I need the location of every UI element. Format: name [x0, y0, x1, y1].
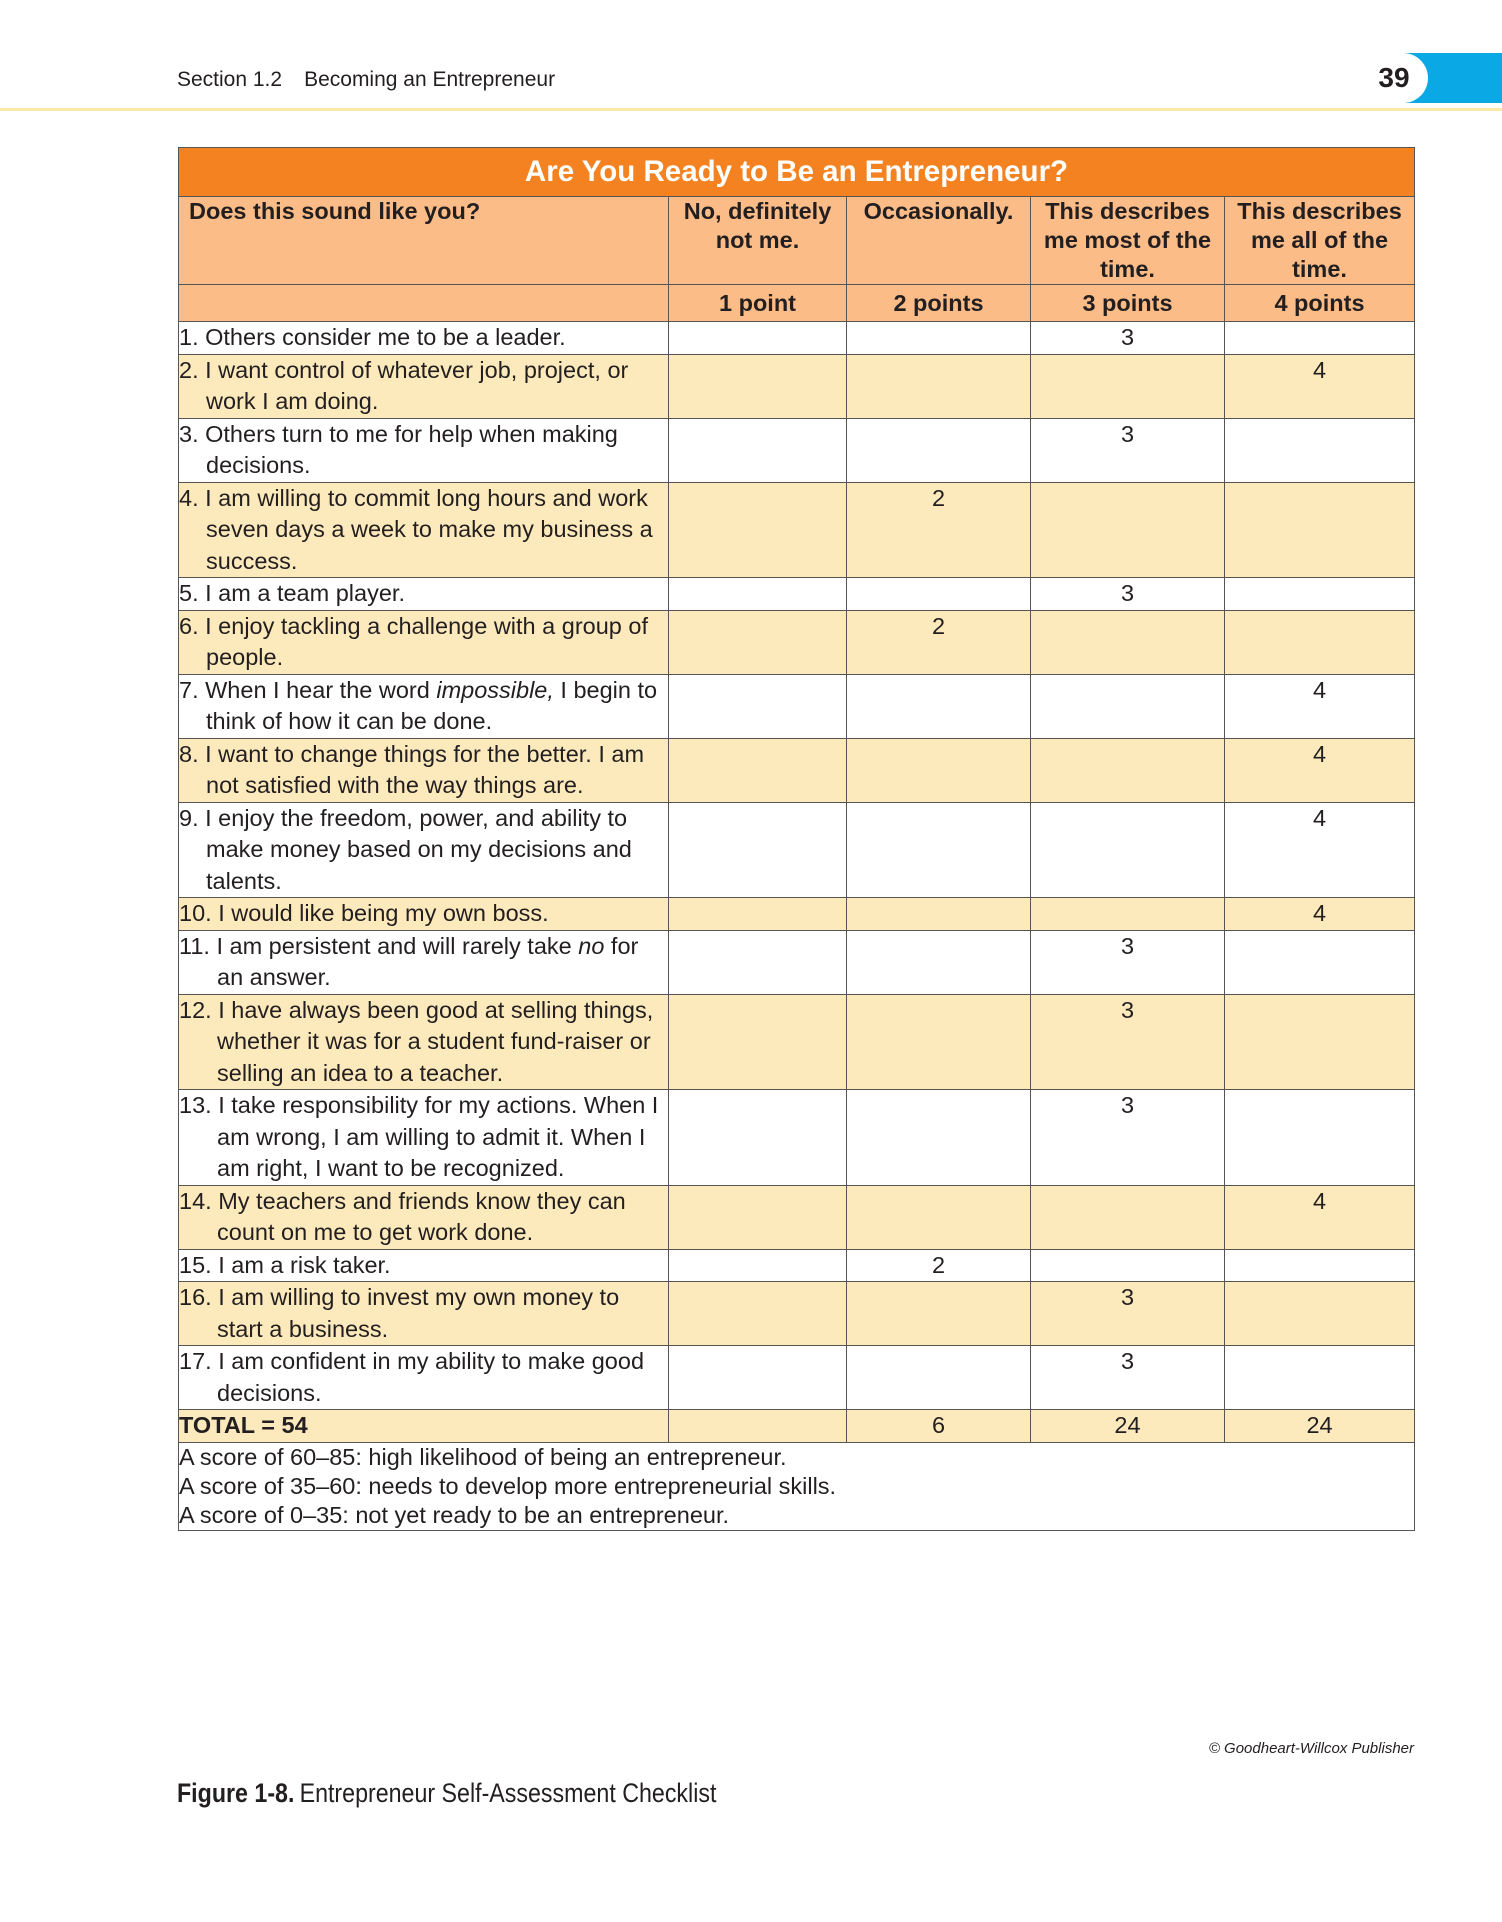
score-cell	[847, 930, 1031, 994]
table-row	[179, 1185, 1415, 1249]
row-statement: 2. I want control of whatever job, project, or work I am doing.	[179, 354, 669, 418]
score-cell: 3	[1031, 578, 1225, 611]
score-cell	[669, 738, 847, 802]
score-cell: 3	[1031, 1346, 1225, 1410]
score-cell	[669, 418, 847, 482]
total-row	[179, 1410, 1415, 1443]
score-cell	[1031, 482, 1225, 578]
row-statement: 10. I would like being my own boss.	[179, 898, 669, 931]
row-statement: 7. When I hear the word impossible, I begin to think of how it can be done.	[179, 674, 669, 738]
scale-row	[179, 1442, 1415, 1530]
scale-line: A score of 35–60: needs to develop more entrepreneurial skills.	[179, 1472, 837, 1499]
points-row-blank	[179, 285, 669, 322]
table-row	[179, 1282, 1415, 1346]
score-cell: 4	[1225, 674, 1415, 738]
row-statement: 9. I enjoy the freedom, power, and ability to make money based on my decisions and talents.	[179, 802, 669, 898]
score-cell	[1225, 994, 1415, 1090]
score-cell	[847, 994, 1031, 1090]
score-cell	[1225, 578, 1415, 611]
total-score-cell: 24	[1031, 1410, 1225, 1443]
score-cell: 3	[1031, 418, 1225, 482]
figure-caption	[177, 1778, 716, 1809]
score-cell	[669, 1185, 847, 1249]
table-row	[179, 482, 1415, 578]
table-row	[179, 802, 1415, 898]
publisher-credit: © Goodheart-Willcox Publisher	[1208, 1740, 1414, 1757]
running-head	[177, 68, 555, 92]
figure-title: Entrepreneur Self-Assessment Checklist	[299, 1778, 717, 1808]
score-cell	[1031, 1185, 1225, 1249]
row-statement: 11. I am persistent and will rarely take no for an answer.	[179, 930, 669, 994]
points-label-4: 4 points	[1225, 285, 1415, 322]
column-header-1: No, definitely not me.	[669, 197, 847, 285]
table-row	[179, 610, 1415, 674]
total-score-cell: 24	[1225, 1410, 1415, 1443]
header-rule	[0, 108, 1502, 111]
score-cell	[847, 1090, 1031, 1186]
score-cell	[1225, 1090, 1415, 1186]
score-cell: 2	[847, 482, 1031, 578]
row-statement: 13. I take responsibility for my actions. When I am wrong, I am willing to admit it. When I am right, I want to be recognized.	[179, 1090, 669, 1186]
table-row	[179, 578, 1415, 611]
score-cell: 4	[1225, 802, 1415, 898]
score-cell	[1031, 898, 1225, 931]
table-row	[179, 1346, 1415, 1410]
score-cell	[1031, 354, 1225, 418]
figure-number: Figure 1-8.	[177, 1778, 295, 1808]
table-row	[179, 1090, 1415, 1186]
score-cell	[669, 802, 847, 898]
score-cell	[1031, 1249, 1225, 1282]
column-header-3: This describes me most of the time.	[1031, 197, 1225, 285]
score-cell	[669, 322, 847, 355]
row-statement: 8. I want to change things for the better. I am not satisfied with the way things are.	[179, 738, 669, 802]
row-statement: 16. I am willing to invest my own money to start a business.	[179, 1282, 669, 1346]
row-statement: 17. I am confident in my ability to make good decisions.	[179, 1346, 669, 1410]
table-row	[179, 354, 1415, 418]
score-cell	[847, 418, 1031, 482]
score-cell: 3	[1031, 322, 1225, 355]
column-header-4: This describes me all of the time.	[1225, 197, 1415, 285]
row-statement: 6. I enjoy tackling a challenge with a group of people.	[179, 610, 669, 674]
question-column-header: Does this sound like you?	[179, 197, 669, 285]
scoring-scale	[179, 1442, 1415, 1530]
table-row	[179, 738, 1415, 802]
score-cell	[847, 802, 1031, 898]
points-label-1: 1 point	[669, 285, 847, 322]
score-cell: 2	[847, 610, 1031, 674]
score-cell	[1031, 802, 1225, 898]
score-cell	[1225, 610, 1415, 674]
total-score-cell	[669, 1410, 847, 1443]
row-statement: 4. I am willing to commit long hours and work seven days a week to make my business a success.	[179, 482, 669, 578]
score-cell	[847, 1346, 1031, 1410]
score-cell	[1225, 1282, 1415, 1346]
score-cell: 4	[1225, 1185, 1415, 1249]
row-statement: 1. Others consider me to be a leader.	[179, 322, 669, 355]
score-cell: 3	[1031, 930, 1225, 994]
score-cell: 4	[1225, 898, 1415, 931]
table-row	[179, 994, 1415, 1090]
score-cell	[1225, 418, 1415, 482]
score-cell	[847, 898, 1031, 931]
section-number: Section 1.2	[177, 68, 283, 91]
table-row	[179, 322, 1415, 355]
row-statement: 15. I am a risk taker.	[179, 1249, 669, 1282]
points-label-3: 3 points	[1031, 285, 1225, 322]
table-row	[179, 898, 1415, 931]
score-cell	[669, 674, 847, 738]
scale-line: A score of 0–35: not yet ready to be an entrepreneur.	[179, 1501, 730, 1528]
score-cell	[1031, 610, 1225, 674]
score-cell	[1225, 482, 1415, 578]
row-statement: 14. My teachers and friends know they can count on me to get work done.	[179, 1185, 669, 1249]
score-cell	[847, 578, 1031, 611]
section-title: Becoming an Entrepreneur	[304, 68, 556, 91]
table-row	[179, 674, 1415, 738]
score-cell	[847, 674, 1031, 738]
points-label-2: 2 points	[847, 285, 1031, 322]
score-cell	[1225, 930, 1415, 994]
score-cell	[847, 322, 1031, 355]
score-cell: 4	[1225, 738, 1415, 802]
score-cell	[1225, 1249, 1415, 1282]
score-cell	[669, 898, 847, 931]
table-title: Are You Ready to Be an Entrepreneur?	[179, 148, 1415, 197]
score-cell	[669, 930, 847, 994]
score-cell: 4	[1225, 354, 1415, 418]
score-cell: 3	[1031, 1090, 1225, 1186]
score-cell: 3	[1031, 1282, 1225, 1346]
page-header	[0, 0, 1502, 110]
score-cell	[1225, 322, 1415, 355]
column-header-2: Occasionally.	[847, 197, 1031, 285]
table-row	[179, 1249, 1415, 1282]
row-statement: 3. Others turn to me for help when making decisions.	[179, 418, 669, 482]
score-cell	[669, 994, 847, 1090]
score-cell	[1031, 674, 1225, 738]
score-cell	[669, 482, 847, 578]
score-cell	[847, 738, 1031, 802]
row-statement: 5. I am a team player.	[179, 578, 669, 611]
score-cell	[669, 610, 847, 674]
score-cell	[669, 1346, 847, 1410]
score-cell	[1225, 1346, 1415, 1410]
score-cell	[1031, 738, 1225, 802]
total-label: TOTAL = 54	[179, 1410, 669, 1443]
score-cell	[669, 354, 847, 418]
score-cell	[847, 354, 1031, 418]
total-score-cell: 6	[847, 1410, 1031, 1443]
score-cell	[847, 1185, 1031, 1249]
score-cell: 2	[847, 1249, 1031, 1282]
score-cell	[669, 1282, 847, 1346]
page-number: 39	[1360, 53, 1428, 103]
score-cell	[669, 578, 847, 611]
score-cell	[669, 1249, 847, 1282]
score-cell: 3	[1031, 994, 1225, 1090]
score-cell	[847, 1282, 1031, 1346]
table-row	[179, 930, 1415, 994]
table-row	[179, 418, 1415, 482]
score-cell	[669, 1090, 847, 1186]
entrepreneur-checklist-table	[178, 147, 1415, 1531]
scale-line: A score of 60–85: high likelihood of being an entrepreneur.	[179, 1443, 787, 1470]
row-statement: 12. I have always been good at selling things, whether it was for a student fund-raiser or selling an idea to a teacher.	[179, 994, 669, 1090]
